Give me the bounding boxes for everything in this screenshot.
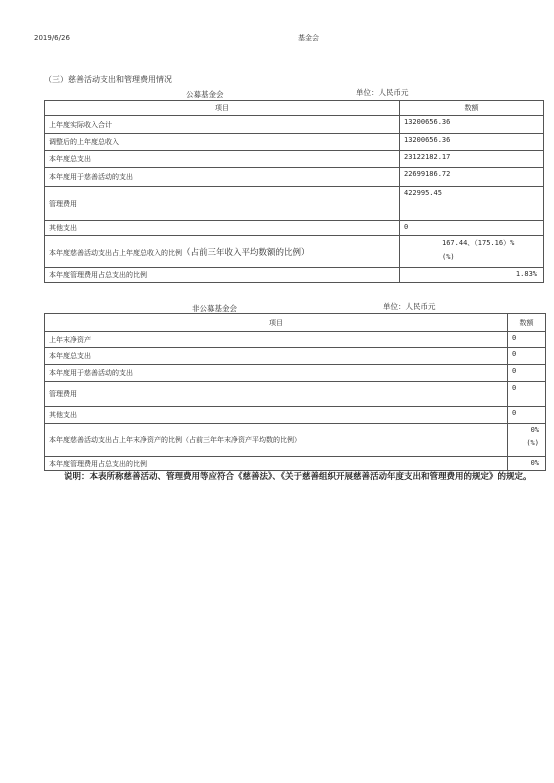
row-value: 0	[508, 348, 546, 365]
ratio-value-text: 0%	[530, 426, 539, 434]
table1-unit: 单位：人民币元	[356, 88, 409, 97]
table1-caption: 公募基金会	[186, 90, 224, 99]
row-value: 422995.45	[400, 187, 544, 221]
ratio-label	[45, 236, 400, 268]
row-label: 本年度总支出	[45, 151, 400, 168]
row-value: 13200656.36	[400, 116, 544, 134]
table-row	[45, 457, 546, 471]
row-label: 本年度用于慈善活动的支出	[45, 168, 400, 187]
table-row	[45, 382, 546, 407]
table-row	[45, 365, 546, 382]
ratio-value	[400, 236, 544, 268]
ratio-value-paren: (%)	[442, 253, 455, 261]
ratio-value-text: 167.44、（175.16）%	[442, 239, 515, 247]
row-label: 管理费用	[45, 187, 400, 221]
row-label: 其他支出	[45, 407, 508, 424]
row-value: 0	[508, 382, 546, 407]
row-value: 22699186.72	[400, 168, 544, 187]
row-value: 0	[400, 221, 544, 236]
table-row	[45, 187, 544, 221]
row-label: 上年末净资产	[45, 332, 508, 348]
row-label: 其他支出	[45, 221, 400, 236]
print-date: 2019/6/26	[34, 34, 70, 42]
table2-unit: 单位：人民币元	[383, 302, 436, 311]
table2-caption: 非公募基金会	[192, 304, 237, 313]
ratio-label-paren: （占前三年收入平均数额的比例）	[182, 247, 310, 258]
mgmt-ratio-value: 1.83%	[400, 268, 544, 283]
ratio-label: 本年度慈善活动支出占上年末净资产的比例（占前三年年末净资产平均数的比例）	[45, 424, 508, 457]
public-foundation-table	[44, 100, 544, 283]
table-row	[45, 407, 546, 424]
row-label: 本年度总支出	[45, 348, 508, 365]
table-row	[45, 151, 544, 168]
row-value: 13200656.36	[400, 134, 544, 151]
mgmt-ratio-value: 0%	[508, 457, 546, 471]
row-label: 本年度用于慈善活动的支出	[45, 365, 508, 382]
row-value: 23122182.17	[400, 151, 544, 168]
table-row	[45, 268, 544, 283]
mgmt-ratio-label: 本年度管理费用占总支出的比例	[45, 268, 400, 283]
table-row	[45, 168, 544, 187]
ratio-value-paren: (%)	[526, 439, 539, 447]
section-title: （三）慈善活动支出和管理费用情况	[44, 75, 172, 84]
ratio-label-main: 本年度慈善活动支出占上年度总收入的比例	[49, 248, 182, 257]
table-row	[45, 332, 546, 348]
table-row	[45, 424, 546, 457]
col-item-header: 项目	[45, 314, 508, 332]
table-header-row	[45, 101, 544, 116]
table-header-row	[45, 314, 546, 332]
row-value: 0	[508, 332, 546, 348]
table-row	[45, 116, 544, 134]
row-label: 管理费用	[45, 382, 508, 407]
col-item-header: 项目	[45, 101, 400, 116]
non-public-foundation-table	[44, 313, 546, 471]
ratio-value	[508, 424, 546, 457]
col-amount-header: 数额	[400, 101, 544, 116]
page-header-title: 基金会	[298, 34, 319, 42]
table-row	[45, 221, 544, 236]
explanatory-note: 说明：本表所称慈善活动、管理费用等应符合《慈善法》、《关于慈善组织开展慈善活动年度支出和管理费用的规定》的规定。	[64, 472, 532, 482]
table-row	[45, 236, 544, 268]
mgmt-ratio-label: 本年度管理费用占总支出的比例	[45, 457, 508, 471]
row-value: 0	[508, 365, 546, 382]
row-value: 0	[508, 407, 546, 424]
table-row	[45, 134, 544, 151]
row-label: 上年度实际收入合计	[45, 116, 400, 134]
col-amount-header: 数额	[508, 314, 546, 332]
table-row	[45, 348, 546, 365]
row-label: 调整后的上年度总收入	[45, 134, 400, 151]
